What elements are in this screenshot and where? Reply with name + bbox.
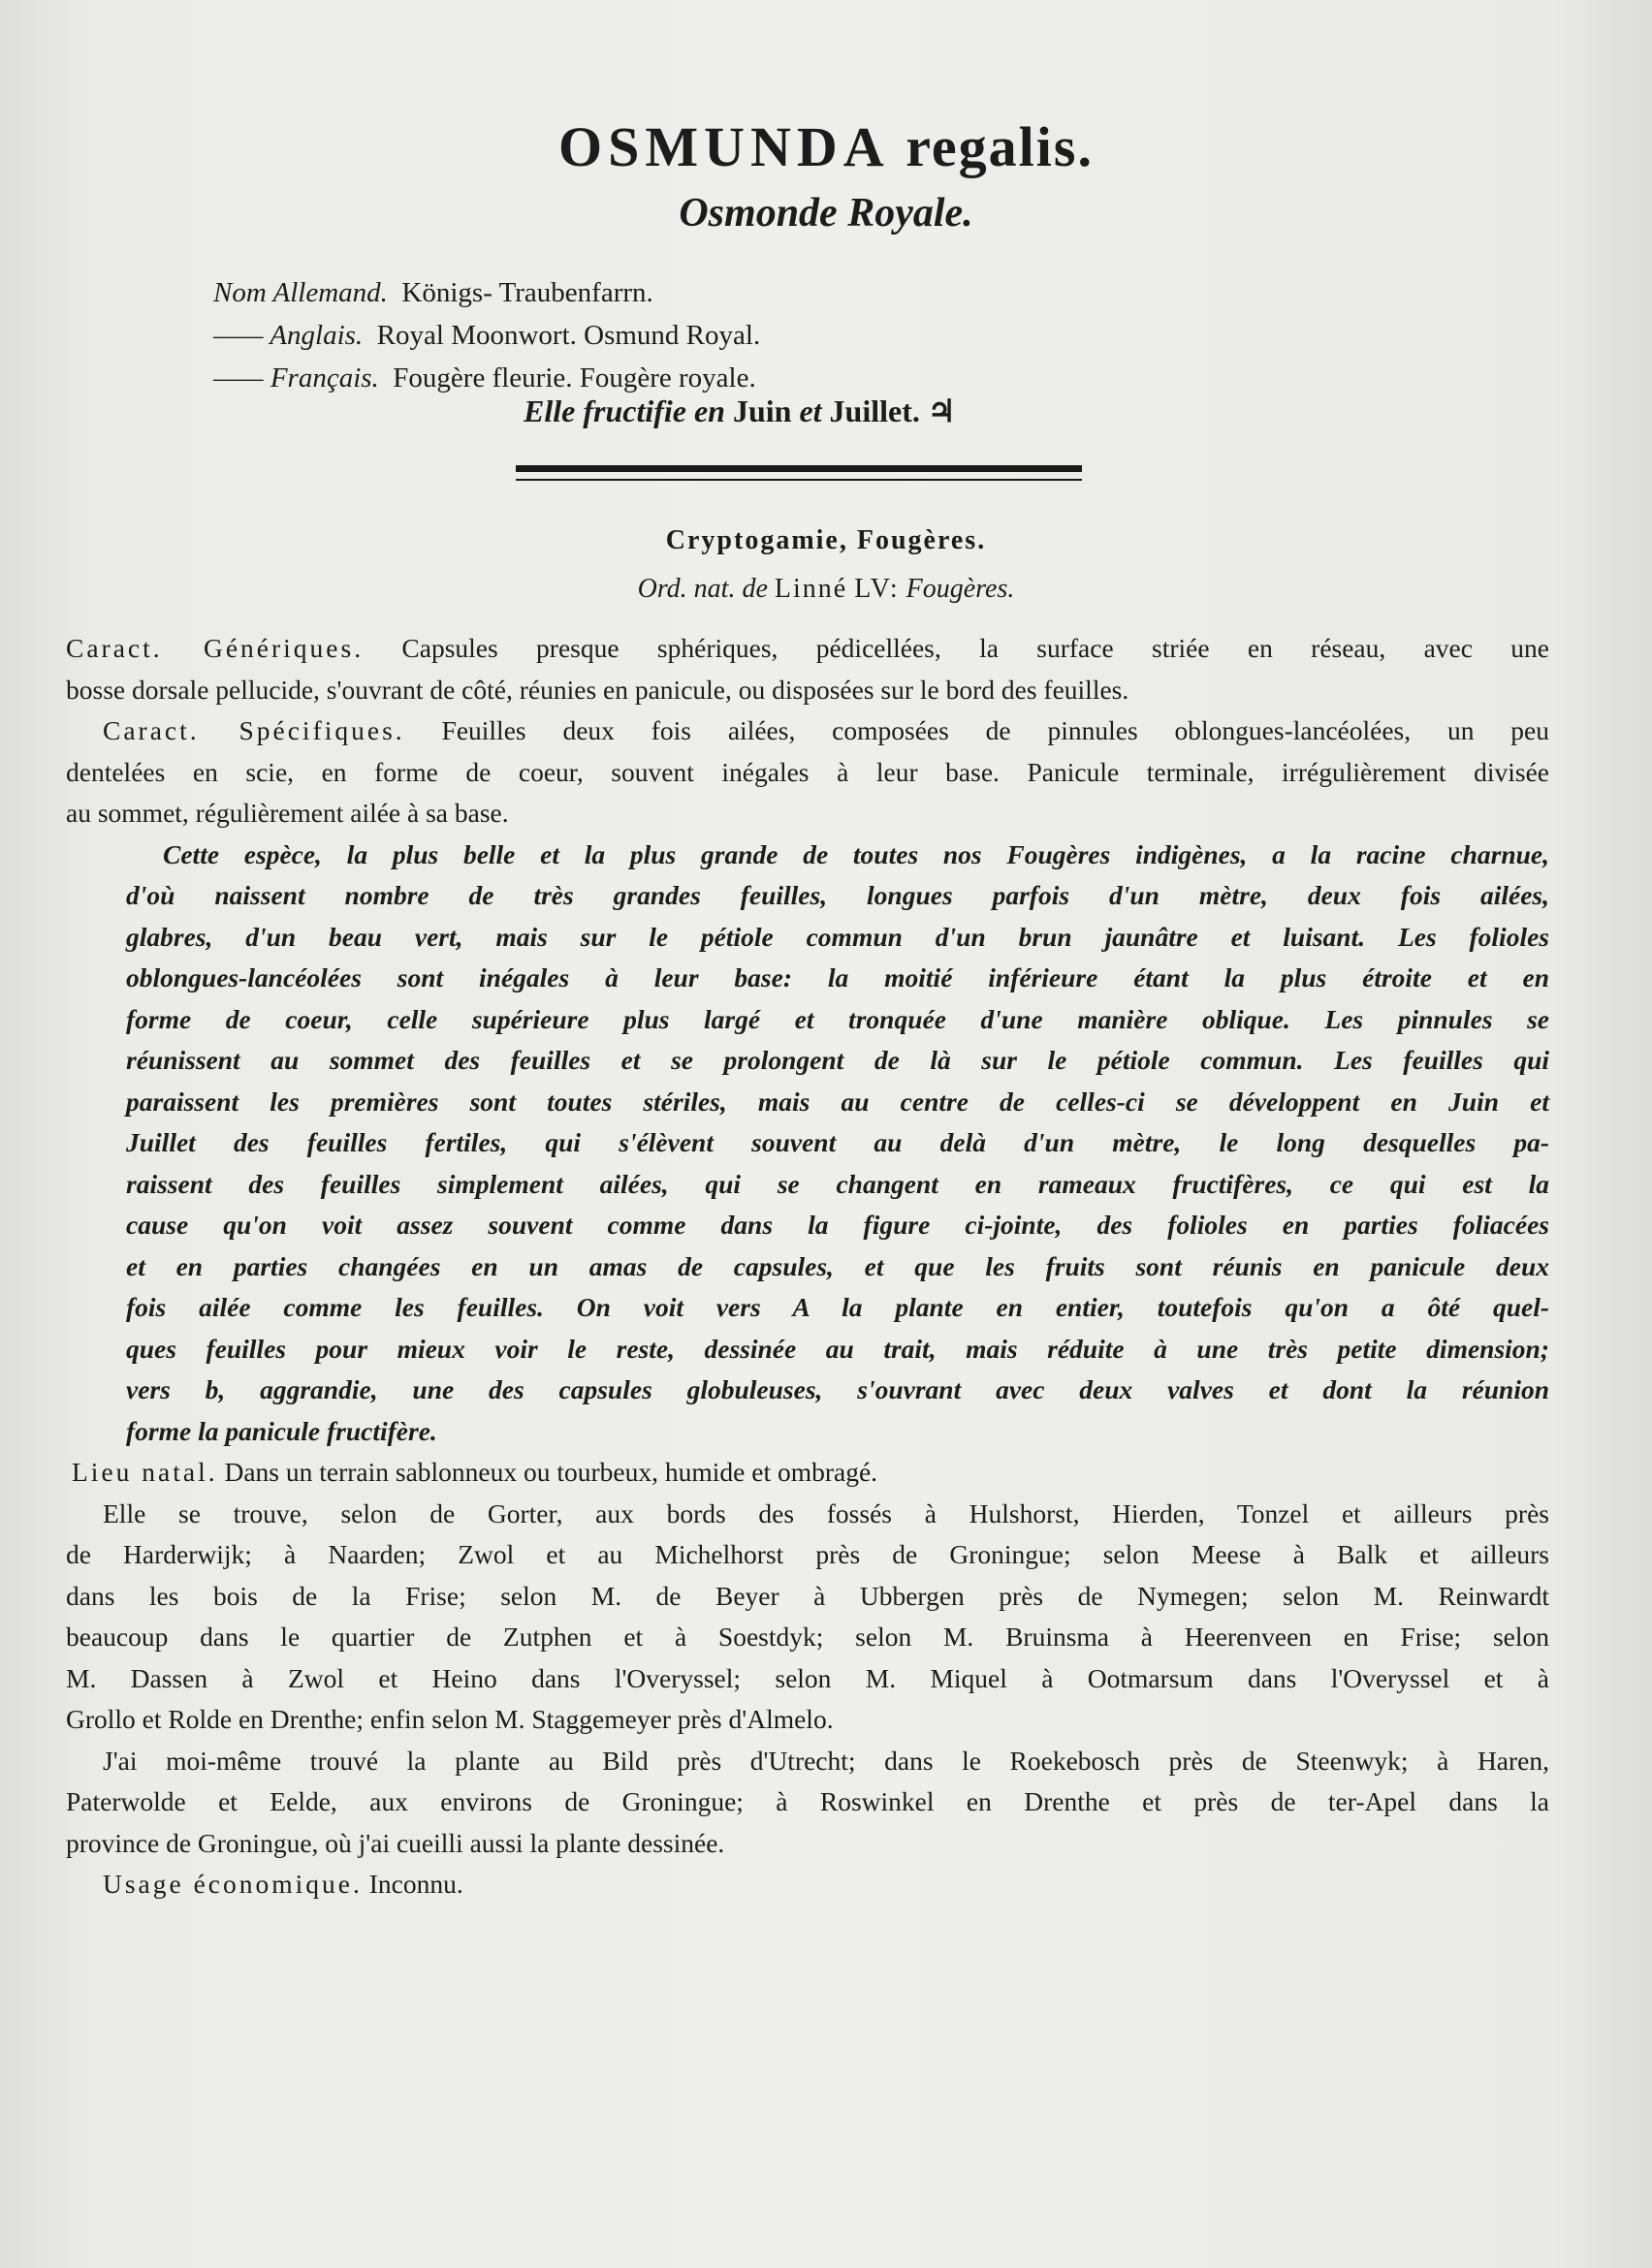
description-line: forme de coeur, celle supérieure plus largé et tronquée d'une manière oblique. Les pinnules se [126, 1003, 1549, 1034]
title-species: regalis. [905, 115, 1094, 178]
description-line: ques feuilles pour mieux voir le reste, dessinée au trait, mais réduite à une très petite dimension; [126, 1333, 1549, 1364]
divider-thin [516, 479, 1082, 481]
name-label: —— Français. [213, 362, 379, 394]
description-line: forme la panicule fructifère. [126, 1415, 437, 1446]
classification-line: Cryptogamie, Fougères. [665, 525, 987, 555]
locality-line: beaucoup dans le quartier de Zutphen et à Soestdyk; selon M. Bruinsma à Heerenveen en Frise; selon [66, 1622, 1549, 1652]
locality-line: de Harderwijk; à Naarden; Zwol et au Michelhorst près de Groningue; selon Meese à Balk et ailleurs [66, 1539, 1549, 1569]
natural-order-line [0, 574, 1652, 605]
specific-line: au sommet, régulièrement ailée à sa base. [66, 798, 509, 828]
name-label: —— Anglais. [213, 320, 364, 351]
description-line: cause qu'on voit assez souvent comme dans la figure ci-jointe, des folioles en parties foliacées [126, 1210, 1549, 1240]
page-title [0, 114, 1652, 179]
description-line: Cette espèce, la plus belle et la plus grande de toutes nos Fougères indigènes, a la racine charnue, [163, 838, 1549, 869]
locality-line: Grollo et Rolde en Drenthe; enfin selon M. Staggemeyer près d'Almelo. [66, 1704, 834, 1734]
ord-prefix: Ord. nat. de [637, 574, 768, 604]
name-value: Royal Moonwort. Osmund Royal. [376, 320, 761, 351]
name-value: Fougère fleurie. Fougère royale. [393, 362, 756, 394]
specific-heading: Caract. Spécifiques. [103, 715, 405, 745]
fruct-month: Juin [732, 394, 792, 428]
ord-family: Fougères. [905, 574, 1015, 604]
locality-line: M. Dassen à Zwol et Heino dans l'Overyssel; selon M. Miquel à Ootmarsum dans l'Overyssel et à [66, 1662, 1549, 1693]
generic-heading: Caract. Génériques. [66, 633, 365, 663]
own-find-line: province de Groningue, où j'ai cueilli aussi la plante dessinée. [66, 1827, 725, 1858]
fruct-conj: et [799, 394, 822, 428]
specific-line: dentelées en scie, en forme de coeur, souvent inégales à leur base. Panicule terminale, irrégulièrement divisée [66, 756, 1549, 787]
description-line: oblongues-lancéolées sont inégales à leur base: la moitié inférieure étant la plus étroite et en [126, 962, 1549, 992]
page-subtitle: Osmonde Royale. [679, 191, 973, 236]
fruct-month2: Juillet. [829, 394, 920, 428]
fructification-line [524, 393, 956, 429]
name-row-english [213, 314, 760, 357]
divider-thick [516, 465, 1082, 472]
fruct-prefix: Elle fructifie en [524, 394, 725, 428]
own-find-line: Paterwolde et Eelde, aux environs de Groningue; à Roswinkel en Drenthe et près de ter-Apel dans la [66, 1786, 1549, 1816]
perennial-symbol-icon: ♃ [927, 394, 956, 428]
ord-number: LV: [854, 574, 900, 604]
usage-line: Usage économique. Inconnu. [103, 1869, 463, 1899]
description-line: Juillet des feuilles fertiles, qui s'élèvent souvent au delà d'un mètre, le long desquelles pa- [126, 1127, 1549, 1157]
name-value: Königs- Traubenfarrn. [401, 277, 653, 308]
description-line: paraissent les premières sont toutes stériles, mais au centre de celles-ci se développent en Juin et [126, 1086, 1549, 1117]
generic-line: Caract. Génériques. Capsules presque sphériques, pédicellées, la surface striée en réseau, avec une [66, 633, 1550, 663]
name-label: Nom Allemand. [213, 277, 388, 308]
description-line: vers b, aggrandie, une des capsules globuleuses, s'ouvrant avec deux valves et dont la réunion [126, 1374, 1549, 1404]
specific-line: Caract. Spécifiques. Feuilles deux fois ailées, composées de pinnules oblongues-lancéolées, un peu [103, 715, 1550, 745]
body-text [66, 628, 1549, 1906]
habitat-heading: Lieu natal. [72, 1457, 218, 1487]
title-genus: OSMUNDA [558, 115, 890, 178]
description-line: et en parties changées en un amas de capsules, et que les fruits sont réunis en panicule deux [126, 1250, 1549, 1281]
vernacular-names [213, 271, 760, 399]
habitat-line: Lieu natal. Dans un terrain sablonneux ou tourbeux, humide et ombragé. [72, 1457, 878, 1487]
description-line: raissent des feuilles simplement ailées, qui se changent en rameaux fructifères, ce qui est la [126, 1168, 1549, 1199]
name-row-german [213, 271, 760, 314]
description-line: réunissent au sommet des feuilles et se prolongent de là sur le pétiole commun. Les feuilles qui [126, 1045, 1549, 1075]
own-find-line: J'ai moi-même trouvé la plante au Bild près d'Utrecht; dans le Roekebosch près de Steenwyk; à Haren, [103, 1745, 1549, 1776]
description [66, 835, 1549, 1453]
generic-line: bosse dorsale pellucide, s'ouvrant de côté, réunies en panicule, ou disposées sur le bord des feuilles. [66, 674, 1129, 705]
usage-heading: Usage économique. [103, 1869, 363, 1899]
description-line: d'où naissent nombre de très grandes feuilles, longues parfois d'un mètre, deux fois ailées, [126, 880, 1549, 910]
description-line: glabres, d'un beau vert, mais sur le pétiole commun d'un brun jaunâtre et luisant. Les folioles [126, 921, 1549, 952]
locality-line: Elle se trouve, selon de Gorter, aux bords des fossés à Hulshorst, Hierden, Tonzel et ailleurs près [103, 1497, 1549, 1528]
description-line: fois ailée comme les feuilles. On voit vers A la plante en entier, toutefois qu'on a ôté quel- [126, 1292, 1549, 1322]
locality-line: dans les bois de la Frise; selon M. de Beyer à Ubbergen près de Nymegen; selon M. Reinwardt [66, 1580, 1549, 1611]
ord-author: Linné [774, 574, 848, 604]
